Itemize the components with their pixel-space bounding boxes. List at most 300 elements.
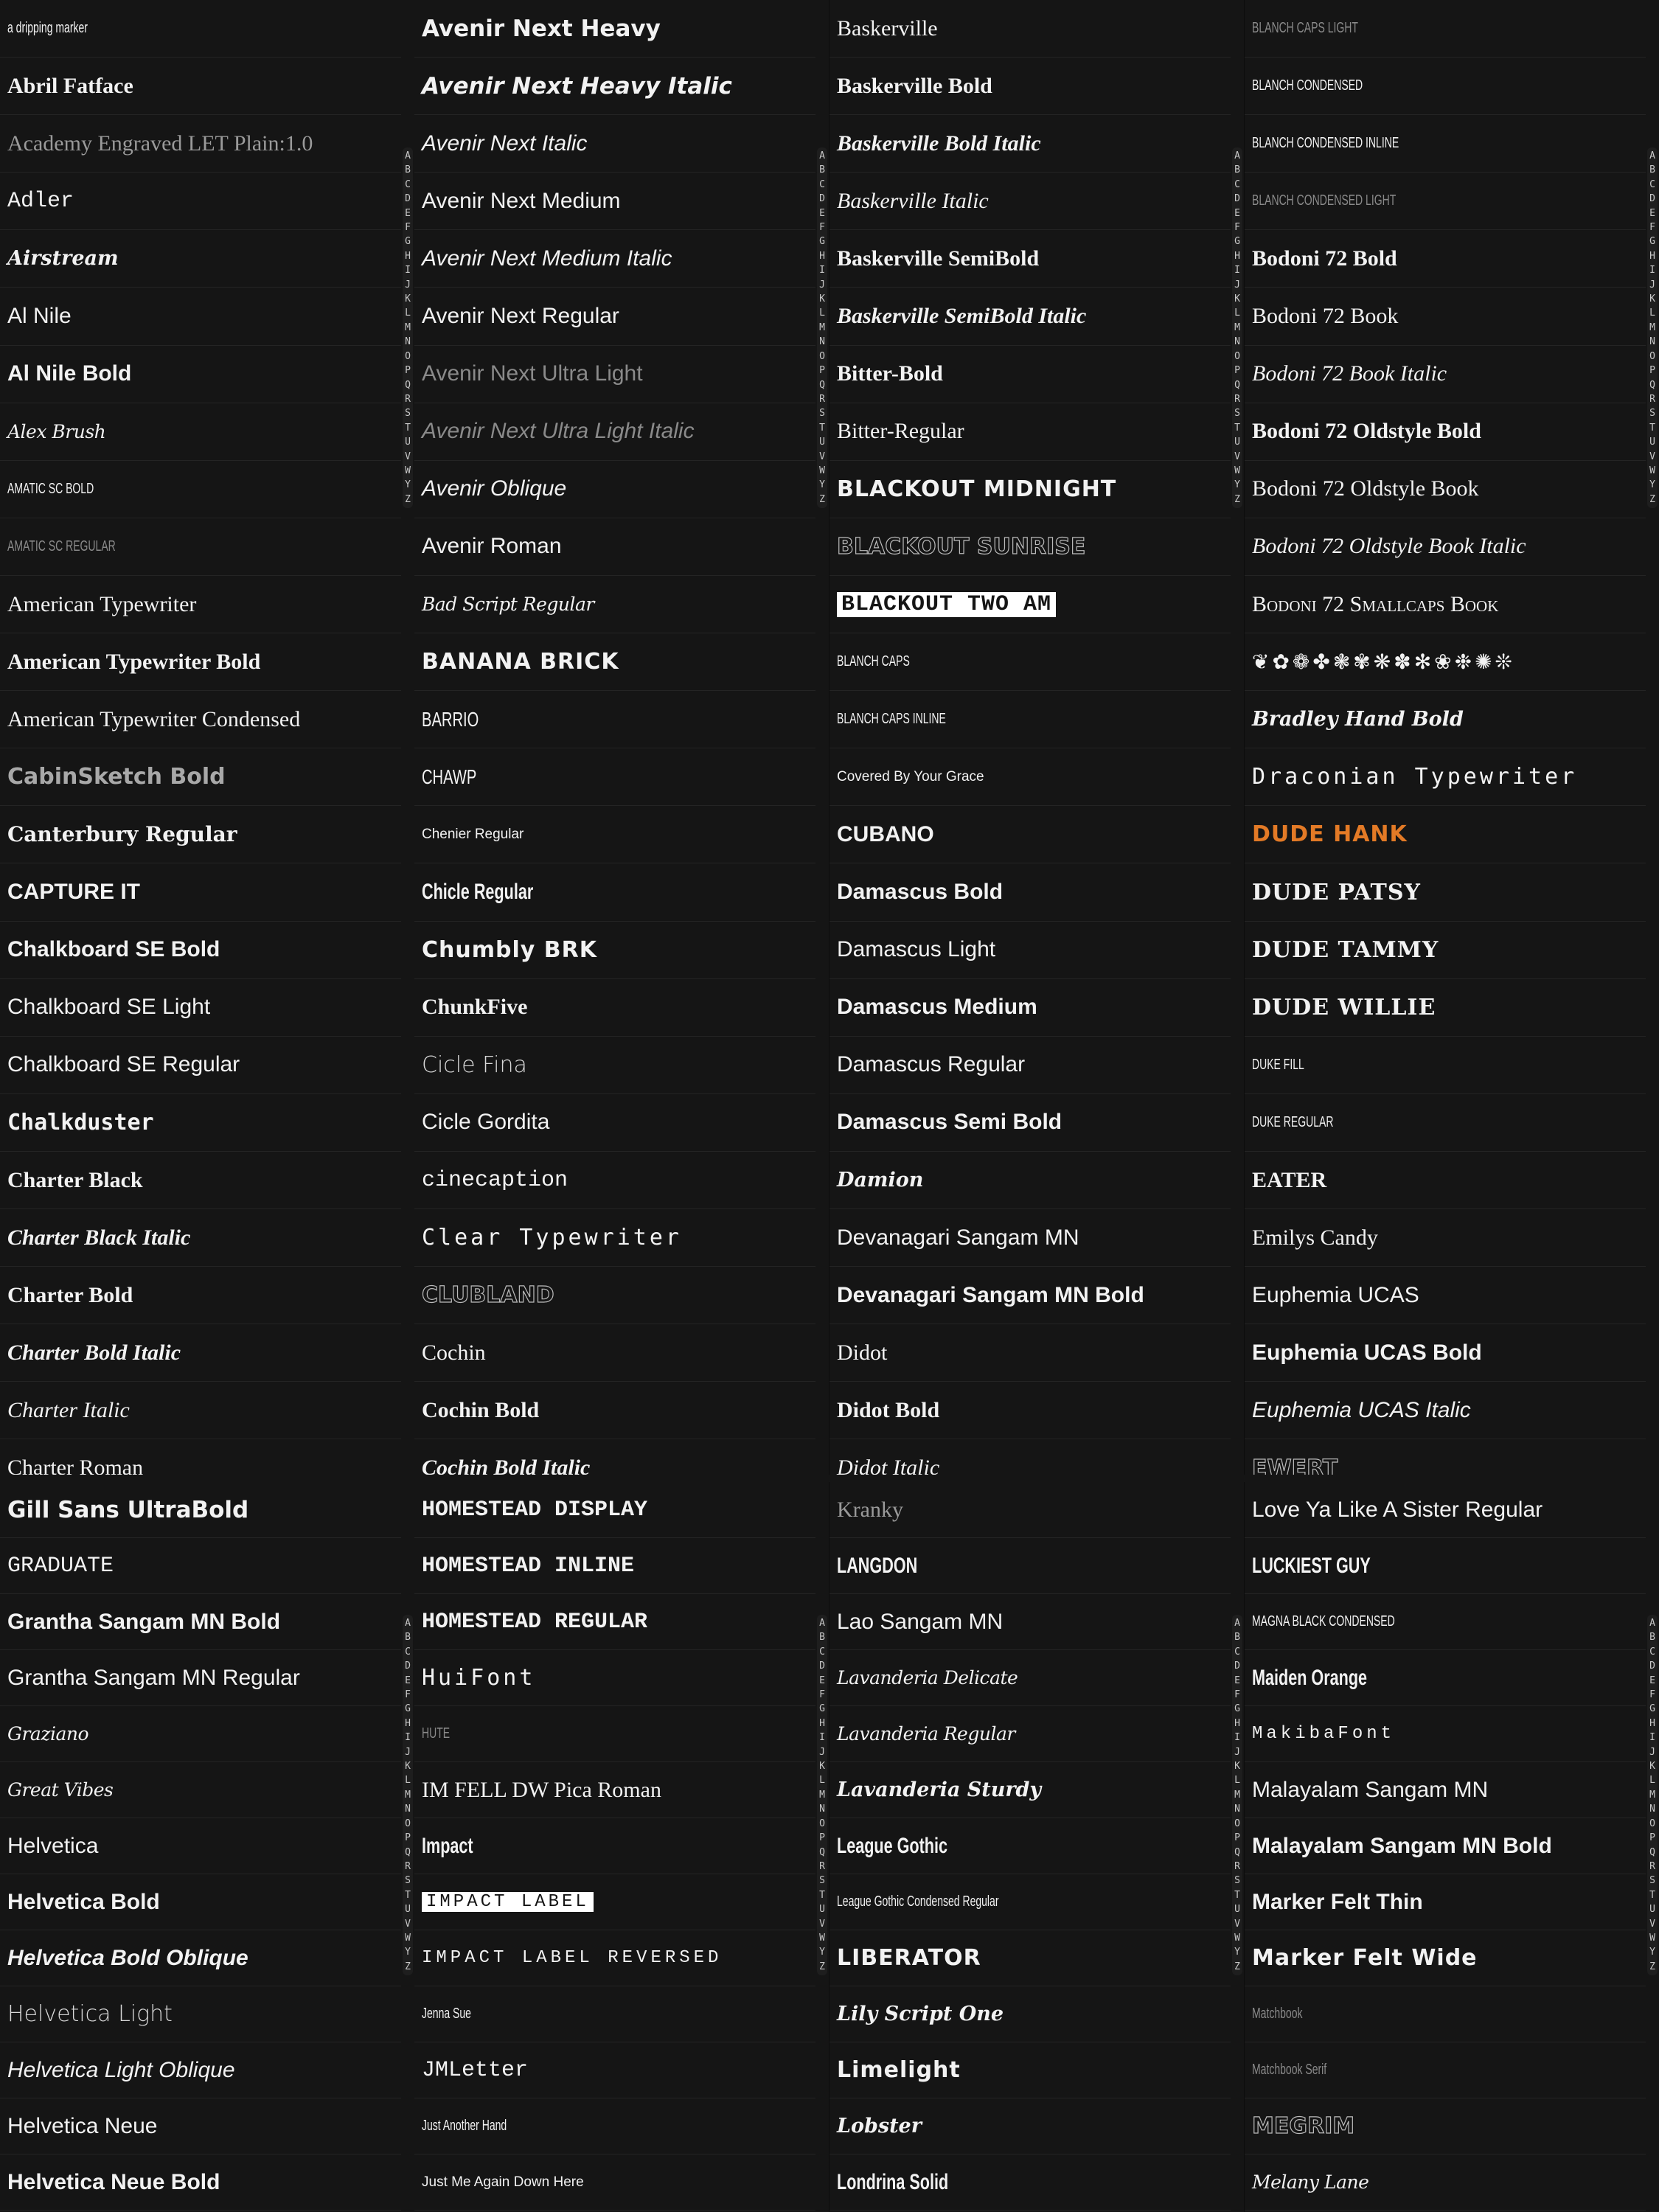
- index-letter[interactable]: A: [1649, 150, 1655, 161]
- font-list-item[interactable]: [414, 864, 815, 922]
- index-letter[interactable]: K: [1649, 293, 1655, 305]
- font-list-item[interactable]: [830, 1482, 1231, 1538]
- index-letter[interactable]: F: [819, 1689, 825, 1701]
- font-list-item[interactable]: [414, 2098, 815, 2154]
- font-list[interactable]: [414, 0, 815, 1475]
- index-letter[interactable]: E: [1649, 207, 1655, 219]
- index-letter[interactable]: J: [819, 1746, 825, 1758]
- font-list-item[interactable]: [1245, 1986, 1646, 2042]
- index-letter[interactable]: M: [819, 321, 825, 333]
- font-list-item[interactable]: [830, 1874, 1231, 1930]
- index-letter[interactable]: O: [1234, 1818, 1240, 1829]
- font-list-item[interactable]: [1245, 691, 1646, 748]
- font-list-item[interactable]: [830, 691, 1231, 748]
- font-list-item[interactable]: [1245, 922, 1646, 979]
- font-list-item[interactable]: [830, 2154, 1231, 2211]
- index-letter[interactable]: B: [1234, 164, 1240, 176]
- index-letter[interactable]: O: [819, 1818, 825, 1829]
- font-list[interactable]: [1245, 0, 1646, 1475]
- index-letter[interactable]: J: [1649, 279, 1655, 291]
- font-list-item[interactable]: [0, 1094, 401, 1152]
- font-list-item[interactable]: [1245, 1706, 1646, 1762]
- index-letter[interactable]: K: [819, 1761, 825, 1773]
- font-list-item[interactable]: [1245, 1267, 1646, 1324]
- index-letter[interactable]: W: [1234, 1932, 1240, 1944]
- index-letter[interactable]: L: [1649, 1775, 1655, 1787]
- index-letter[interactable]: P: [819, 365, 825, 377]
- font-list-item[interactable]: [1245, 1538, 1646, 1594]
- font-list-item[interactable]: [0, 1538, 401, 1594]
- index-letter[interactable]: Q: [819, 1846, 825, 1858]
- index-letter[interactable]: V: [1234, 1918, 1240, 1930]
- index-letter[interactable]: Q: [1234, 379, 1240, 391]
- index-letter[interactable]: U: [1234, 1904, 1240, 1916]
- alphabet-index-bar[interactable]: [817, 147, 827, 508]
- index-letter[interactable]: S: [1649, 1875, 1655, 1887]
- index-letter[interactable]: U: [1649, 437, 1655, 448]
- index-letter[interactable]: J: [1234, 279, 1240, 291]
- font-list-item[interactable]: [414, 1594, 815, 1650]
- index-letter[interactable]: K: [1649, 1761, 1655, 1773]
- font-list-item[interactable]: [1245, 1440, 1646, 1475]
- index-letter[interactable]: R: [1649, 1860, 1655, 1872]
- alphabet-index-bar[interactable]: [1647, 147, 1658, 508]
- index-letter[interactable]: D: [1234, 193, 1240, 205]
- font-list[interactable]: [830, 1482, 1231, 2212]
- font-list-item[interactable]: [0, 806, 401, 863]
- font-list-item[interactable]: [0, 1874, 401, 1930]
- font-list-item[interactable]: [0, 115, 401, 173]
- index-letter[interactable]: T: [1234, 422, 1240, 434]
- index-letter[interactable]: Z: [1649, 493, 1655, 505]
- index-letter[interactable]: G: [405, 236, 411, 248]
- font-list-item[interactable]: [0, 1706, 401, 1762]
- index-letter[interactable]: I: [819, 265, 825, 276]
- font-list-item[interactable]: [830, 1650, 1231, 1706]
- index-letter[interactable]: J: [1234, 1746, 1240, 1758]
- font-list-item[interactable]: [1245, 115, 1646, 173]
- index-letter[interactable]: K: [819, 293, 825, 305]
- index-letter[interactable]: F: [405, 222, 411, 234]
- font-list-item[interactable]: [414, 633, 815, 691]
- index-letter[interactable]: G: [1234, 1703, 1240, 1715]
- font-list-item[interactable]: [830, 2042, 1231, 2098]
- font-list-item[interactable]: [0, 1594, 401, 1650]
- index-letter[interactable]: S: [405, 1875, 411, 1887]
- font-list-item[interactable]: [830, 1538, 1231, 1594]
- font-list-item[interactable]: [414, 1440, 815, 1475]
- font-list[interactable]: [0, 0, 401, 1475]
- index-letter[interactable]: Z: [1234, 493, 1240, 505]
- font-list-item[interactable]: [1245, 1650, 1646, 1706]
- font-list-item[interactable]: [414, 173, 815, 230]
- font-list-item[interactable]: [414, 288, 815, 346]
- font-list-item[interactable]: [414, 2042, 815, 2098]
- font-list-item[interactable]: [414, 1152, 815, 1209]
- index-letter[interactable]: F: [1234, 222, 1240, 234]
- font-list-item[interactable]: [830, 979, 1231, 1037]
- index-letter[interactable]: I: [405, 265, 411, 276]
- index-letter[interactable]: N: [1649, 336, 1655, 348]
- index-letter[interactable]: C: [1234, 1646, 1240, 1658]
- index-letter[interactable]: A: [405, 1618, 411, 1629]
- index-letter[interactable]: M: [1234, 321, 1240, 333]
- index-letter[interactable]: J: [405, 279, 411, 291]
- panel-b[interactable]: [414, 0, 830, 1475]
- font-list-item[interactable]: [414, 461, 815, 518]
- index-letter[interactable]: F: [1649, 222, 1655, 234]
- index-letter[interactable]: K: [1234, 1761, 1240, 1773]
- index-letter[interactable]: Y: [819, 1947, 825, 1958]
- font-list-item[interactable]: [414, 1324, 815, 1382]
- font-list-item[interactable]: [0, 346, 401, 403]
- index-letter[interactable]: N: [1234, 1804, 1240, 1815]
- index-letter[interactable]: B: [1649, 1632, 1655, 1644]
- index-letter[interactable]: C: [819, 178, 825, 190]
- index-letter[interactable]: G: [1234, 236, 1240, 248]
- index-letter[interactable]: M: [1649, 1789, 1655, 1801]
- font-list-item[interactable]: [1245, 230, 1646, 288]
- panel-g[interactable]: [830, 1482, 1245, 2212]
- index-letter[interactable]: S: [1234, 1875, 1240, 1887]
- font-list-item[interactable]: [414, 1818, 815, 1874]
- font-list-item[interactable]: [830, 748, 1231, 806]
- index-letter[interactable]: C: [405, 178, 411, 190]
- font-list-item[interactable]: [830, 230, 1231, 288]
- index-letter[interactable]: L: [1649, 307, 1655, 319]
- font-list-item[interactable]: [0, 1382, 401, 1439]
- index-letter[interactable]: S: [819, 408, 825, 420]
- font-list-item[interactable]: [830, 115, 1231, 173]
- index-letter[interactable]: I: [1649, 265, 1655, 276]
- index-letter[interactable]: A: [819, 150, 825, 161]
- font-list-item[interactable]: [0, 922, 401, 979]
- index-letter[interactable]: D: [1649, 193, 1655, 205]
- font-list-item[interactable]: [830, 403, 1231, 461]
- index-letter[interactable]: E: [405, 1674, 411, 1686]
- index-letter[interactable]: L: [1234, 1775, 1240, 1787]
- font-list-item[interactable]: [414, 806, 815, 863]
- font-list-item[interactable]: [1245, 1209, 1646, 1267]
- index-letter[interactable]: J: [819, 279, 825, 291]
- index-letter[interactable]: T: [1649, 1889, 1655, 1901]
- index-letter[interactable]: Y: [405, 479, 411, 491]
- panel-c[interactable]: [830, 0, 1245, 1475]
- index-letter[interactable]: I: [405, 1732, 411, 1744]
- font-list-item[interactable]: [1245, 1594, 1646, 1650]
- font-list-item[interactable]: [1245, 1874, 1646, 1930]
- font-list-item[interactable]: [1245, 864, 1646, 922]
- font-list-item[interactable]: [830, 1594, 1231, 1650]
- font-list-item[interactable]: [830, 1986, 1231, 2042]
- font-list-item[interactable]: [0, 1267, 401, 1324]
- index-letter[interactable]: O: [819, 350, 825, 362]
- index-letter[interactable]: L: [819, 1775, 825, 1787]
- index-letter[interactable]: C: [1234, 178, 1240, 190]
- font-list-item[interactable]: [414, 230, 815, 288]
- index-letter[interactable]: Q: [819, 379, 825, 391]
- index-letter[interactable]: Y: [405, 1947, 411, 1958]
- index-letter[interactable]: H: [405, 1717, 411, 1729]
- font-list-item[interactable]: [830, 1324, 1231, 1382]
- font-list-item[interactable]: [0, 748, 401, 806]
- index-letter[interactable]: K: [405, 293, 411, 305]
- index-letter[interactable]: O: [1649, 350, 1655, 362]
- index-letter[interactable]: F: [1649, 1689, 1655, 1701]
- font-list-item[interactable]: [1245, 1762, 1646, 1818]
- index-letter[interactable]: I: [1649, 1732, 1655, 1744]
- font-list-item[interactable]: [830, 1037, 1231, 1094]
- index-letter[interactable]: H: [1234, 250, 1240, 262]
- font-list-item[interactable]: [830, 288, 1231, 346]
- panel-e[interactable]: [0, 1482, 415, 2212]
- index-letter[interactable]: H: [1234, 1717, 1240, 1729]
- index-letter[interactable]: C: [819, 1646, 825, 1658]
- font-list-item[interactable]: [1245, 1818, 1646, 1874]
- index-letter[interactable]: Y: [1234, 479, 1240, 491]
- index-letter[interactable]: T: [405, 422, 411, 434]
- index-letter[interactable]: T: [405, 1889, 411, 1901]
- index-letter[interactable]: W: [1649, 1932, 1655, 1944]
- index-letter[interactable]: N: [1649, 1804, 1655, 1815]
- alphabet-index-bar[interactable]: [403, 1615, 413, 1975]
- font-list-item[interactable]: [1245, 1152, 1646, 1209]
- index-letter[interactable]: A: [819, 1618, 825, 1629]
- index-letter[interactable]: Q: [405, 379, 411, 391]
- index-letter[interactable]: M: [405, 1789, 411, 1801]
- index-letter[interactable]: V: [1234, 451, 1240, 462]
- alphabet-index-bar[interactable]: [1232, 147, 1242, 508]
- index-letter[interactable]: P: [1234, 365, 1240, 377]
- font-list-item[interactable]: [830, 1152, 1231, 1209]
- font-list-item[interactable]: [1245, 806, 1646, 863]
- font-list-item[interactable]: [0, 1037, 401, 1094]
- font-list-item[interactable]: [0, 1650, 401, 1706]
- font-list-item[interactable]: [1245, 0, 1646, 58]
- font-list-item[interactable]: [1245, 288, 1646, 346]
- font-list-item[interactable]: [830, 518, 1231, 576]
- index-letter[interactable]: P: [405, 365, 411, 377]
- font-list-item[interactable]: [0, 1209, 401, 1267]
- font-list-item[interactable]: [1245, 346, 1646, 403]
- index-letter[interactable]: R: [1234, 393, 1240, 405]
- index-letter[interactable]: D: [1234, 1660, 1240, 1672]
- index-letter[interactable]: U: [1649, 1904, 1655, 1916]
- font-list[interactable]: [414, 1482, 815, 2212]
- index-letter[interactable]: Q: [1649, 379, 1655, 391]
- font-list-item[interactable]: [830, 576, 1231, 633]
- panel-h[interactable]: [1245, 1482, 1659, 2212]
- font-list-item[interactable]: [1245, 1930, 1646, 1986]
- font-list-item[interactable]: [0, 1930, 401, 1986]
- index-letter[interactable]: Z: [819, 493, 825, 505]
- font-list-item[interactable]: [830, 864, 1231, 922]
- font-list[interactable]: [830, 0, 1231, 1475]
- font-list-item[interactable]: [0, 1482, 401, 1538]
- index-letter[interactable]: B: [405, 1632, 411, 1644]
- index-letter[interactable]: B: [405, 164, 411, 176]
- font-list-item[interactable]: [414, 1762, 815, 1818]
- index-letter[interactable]: Q: [1234, 1846, 1240, 1858]
- font-list-item[interactable]: [1245, 461, 1646, 518]
- font-list-item[interactable]: [414, 1650, 815, 1706]
- font-list-item[interactable]: [1245, 748, 1646, 806]
- index-letter[interactable]: R: [1234, 1860, 1240, 1872]
- font-list-item[interactable]: [1245, 58, 1646, 115]
- index-letter[interactable]: Z: [405, 493, 411, 505]
- font-list-item[interactable]: [1245, 173, 1646, 230]
- index-letter[interactable]: C: [1649, 178, 1655, 190]
- font-list-item[interactable]: [1245, 979, 1646, 1037]
- font-list-item[interactable]: [414, 1267, 815, 1324]
- index-letter[interactable]: N: [1234, 336, 1240, 348]
- font-list-item[interactable]: [1245, 1094, 1646, 1152]
- index-letter[interactable]: G: [1649, 236, 1655, 248]
- font-list-item[interactable]: [1245, 1482, 1646, 1538]
- font-list-item[interactable]: [414, 576, 815, 633]
- index-letter[interactable]: G: [819, 1703, 825, 1715]
- font-list-item[interactable]: [1245, 2098, 1646, 2154]
- alphabet-index-bar[interactable]: [1647, 1615, 1658, 1975]
- index-letter[interactable]: Z: [405, 1961, 411, 1972]
- index-letter[interactable]: D: [1649, 1660, 1655, 1672]
- font-list-item[interactable]: [0, 1986, 401, 2042]
- index-letter[interactable]: H: [405, 250, 411, 262]
- index-letter[interactable]: H: [819, 250, 825, 262]
- font-list-item[interactable]: [830, 461, 1231, 518]
- panel-a[interactable]: [0, 0, 415, 1475]
- index-letter[interactable]: F: [819, 222, 825, 234]
- font-list-item[interactable]: [830, 1209, 1231, 1267]
- font-list-item[interactable]: [830, 346, 1231, 403]
- font-list-item[interactable]: [830, 173, 1231, 230]
- index-letter[interactable]: J: [405, 1746, 411, 1758]
- index-letter[interactable]: O: [1649, 1818, 1655, 1829]
- font-list-item[interactable]: [1245, 1037, 1646, 1094]
- index-letter[interactable]: A: [405, 150, 411, 161]
- font-list-item[interactable]: [0, 2154, 401, 2211]
- index-letter[interactable]: A: [1234, 1618, 1240, 1629]
- alphabet-index-bar[interactable]: [817, 1615, 827, 1975]
- index-letter[interactable]: B: [1649, 164, 1655, 176]
- font-list-item[interactable]: [0, 2098, 401, 2154]
- font-list-item[interactable]: [0, 461, 401, 518]
- font-list-item[interactable]: [1245, 1382, 1646, 1439]
- index-letter[interactable]: I: [1234, 265, 1240, 276]
- index-letter[interactable]: B: [819, 1632, 825, 1644]
- font-list-item[interactable]: [0, 1152, 401, 1209]
- font-list-item[interactable]: [414, 115, 815, 173]
- font-list-item[interactable]: [414, 1874, 815, 1930]
- index-letter[interactable]: T: [819, 1889, 825, 1901]
- index-letter[interactable]: S: [1234, 408, 1240, 420]
- font-list-item[interactable]: [0, 1762, 401, 1818]
- font-list-item[interactable]: [414, 403, 815, 461]
- font-list-item[interactable]: [0, 173, 401, 230]
- font-list-item[interactable]: [0, 1324, 401, 1382]
- index-letter[interactable]: S: [819, 1875, 825, 1887]
- index-letter[interactable]: U: [819, 1904, 825, 1916]
- font-list-item[interactable]: [830, 2098, 1231, 2154]
- index-letter[interactable]: W: [405, 465, 411, 476]
- index-letter[interactable]: Y: [1234, 1947, 1240, 1958]
- index-letter[interactable]: H: [1649, 250, 1655, 262]
- index-letter[interactable]: L: [405, 1775, 411, 1787]
- font-list[interactable]: [0, 1482, 401, 2212]
- font-list-item[interactable]: [414, 1094, 815, 1152]
- index-letter[interactable]: E: [405, 207, 411, 219]
- index-letter[interactable]: H: [1649, 1717, 1655, 1729]
- font-list[interactable]: [1245, 1482, 1646, 2212]
- index-letter[interactable]: W: [819, 1932, 825, 1944]
- index-letter[interactable]: Z: [1234, 1961, 1240, 1972]
- font-list-item[interactable]: [1245, 2154, 1646, 2211]
- font-list-item[interactable]: [830, 1267, 1231, 1324]
- index-letter[interactable]: P: [1649, 1832, 1655, 1844]
- font-list-item[interactable]: [0, 230, 401, 288]
- index-letter[interactable]: C: [1649, 1646, 1655, 1658]
- font-list-item[interactable]: [0, 2042, 401, 2098]
- panel-d[interactable]: [1245, 0, 1659, 1475]
- index-letter[interactable]: M: [405, 321, 411, 333]
- font-list-item[interactable]: [414, 518, 815, 576]
- index-letter[interactable]: R: [819, 1860, 825, 1872]
- font-list-item[interactable]: [830, 58, 1231, 115]
- index-letter[interactable]: A: [1649, 1618, 1655, 1629]
- font-list-item[interactable]: [0, 576, 401, 633]
- index-letter[interactable]: K: [1234, 293, 1240, 305]
- font-list-item[interactable]: [830, 1382, 1231, 1439]
- index-letter[interactable]: Q: [1649, 1846, 1655, 1858]
- font-list-item[interactable]: [414, 346, 815, 403]
- index-letter[interactable]: L: [819, 307, 825, 319]
- index-letter[interactable]: S: [1649, 408, 1655, 420]
- font-list-item[interactable]: [830, 1706, 1231, 1762]
- font-list-item[interactable]: [0, 979, 401, 1037]
- alphabet-index-bar[interactable]: [1232, 1615, 1242, 1975]
- index-letter[interactable]: D: [819, 1660, 825, 1672]
- font-list-item[interactable]: [414, 58, 815, 115]
- index-letter[interactable]: V: [819, 451, 825, 462]
- font-list-item[interactable]: [830, 0, 1231, 58]
- alphabet-index-bar[interactable]: [403, 147, 413, 508]
- index-letter[interactable]: E: [819, 1674, 825, 1686]
- index-letter[interactable]: R: [405, 1860, 411, 1872]
- index-letter[interactable]: I: [819, 1732, 825, 1744]
- index-letter[interactable]: V: [1649, 451, 1655, 462]
- font-list-item[interactable]: [1245, 576, 1646, 633]
- panel-f[interactable]: [414, 1482, 830, 2212]
- index-letter[interactable]: V: [1649, 1918, 1655, 1930]
- font-list-item[interactable]: [414, 691, 815, 748]
- font-list-item[interactable]: [0, 403, 401, 461]
- font-list-item[interactable]: [414, 1382, 815, 1439]
- index-letter[interactable]: D: [405, 193, 411, 205]
- index-letter[interactable]: G: [1649, 1703, 1655, 1715]
- font-list-item[interactable]: [1245, 518, 1646, 576]
- index-letter[interactable]: Y: [1649, 479, 1655, 491]
- font-list-item[interactable]: [830, 1818, 1231, 1874]
- font-list-item[interactable]: [414, 1930, 815, 1986]
- index-letter[interactable]: F: [405, 1689, 411, 1701]
- index-letter[interactable]: U: [405, 437, 411, 448]
- font-list-item[interactable]: [414, 1538, 815, 1594]
- index-letter[interactable]: P: [405, 1832, 411, 1844]
- font-list-item[interactable]: [830, 806, 1231, 863]
- index-letter[interactable]: H: [819, 1717, 825, 1729]
- font-list-item[interactable]: [830, 1440, 1231, 1475]
- font-list-item[interactable]: [830, 633, 1231, 691]
